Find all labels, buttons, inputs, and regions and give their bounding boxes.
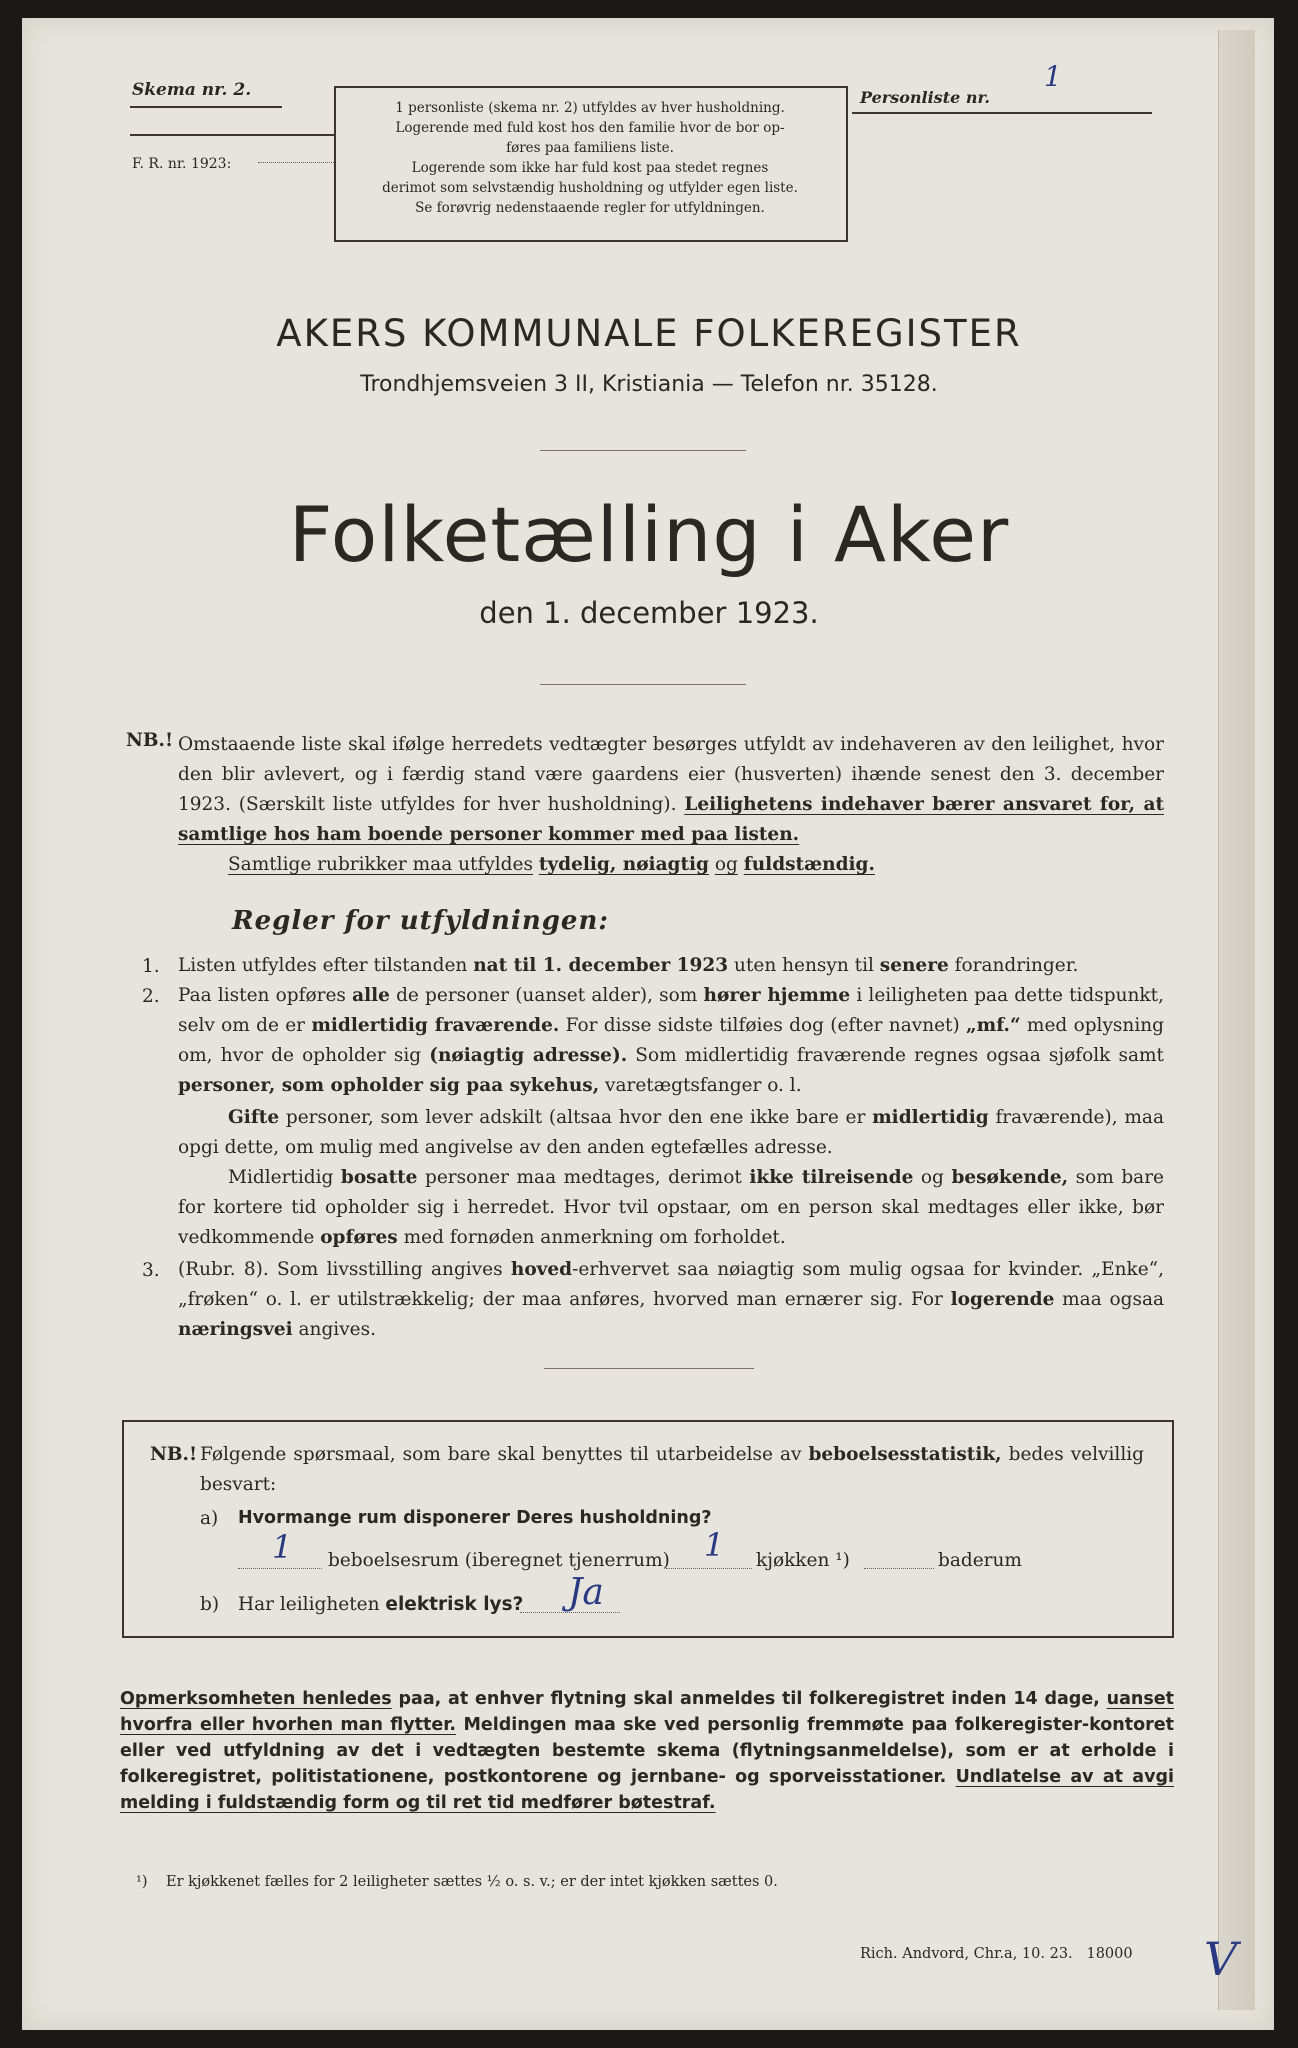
notice-text: paa, at enhver flytning skal anmeldes til folkeregistret inden 14 dage, xyxy=(391,1689,1107,1709)
housing-intro-bold: beboelsesstatistik, xyxy=(808,1444,1002,1465)
instruction-line: Logerende med fuld kost hos den familie hvor de bor op- xyxy=(395,120,785,136)
rule-number: 1. xyxy=(142,956,160,977)
kitchen-label: kjøkken ¹) xyxy=(756,1550,850,1571)
skema-label: Skema nr. 2. xyxy=(132,80,252,100)
rule-text: For disse sidste tilføies dog (efter navnet) xyxy=(559,1015,967,1036)
nb-line2 xyxy=(228,850,1128,880)
kitchen-field[interactable] xyxy=(666,1568,752,1569)
rule-1 xyxy=(178,951,1164,981)
personliste-label: Personliste nr. xyxy=(860,88,990,107)
footnote-mark: ¹) xyxy=(136,1874,148,1890)
rule-text-bold: alle xyxy=(352,985,390,1006)
census-date: den 1. december 1923. xyxy=(479,596,819,630)
nb-text: Omstaaende liste skal ifølge herredets vedtægter besørges utfyldt av indehaveren av den leilighet, hvor den blir avlevert, og i færdig stand være gaardens eier (husverten) ihænde senest den 3. december 1923. (Særskilt liste utfyldes for hver husholdning). xyxy=(178,734,1164,815)
org-title: AKERS KOMMUNALE FOLKEREGISTER xyxy=(276,312,1022,355)
question-b-bold: elektrisk lys? xyxy=(385,1594,524,1615)
nb-line2-bold: tydelig, nøiagtig xyxy=(538,854,709,875)
notice-underlined: Opmerksomheten henledes xyxy=(120,1689,392,1709)
question-b xyxy=(238,1594,523,1615)
rule-text-bold: næringsvei xyxy=(178,1319,293,1340)
nb-line2-text: og xyxy=(714,854,738,875)
rule-text: og xyxy=(913,1167,952,1188)
divider xyxy=(540,450,746,451)
housing-intro-text: Følgende spørsmaal, som bare skal benyttes til utarbeidelse av xyxy=(200,1444,809,1465)
notice-underlined: Undlatelse av at avgi melding i fuldstændig form og til ret tid medfører bøtestraf. xyxy=(120,1767,1174,1813)
rule-2c xyxy=(178,1163,1164,1253)
nb-label: NB.! xyxy=(126,730,174,751)
nb-line2-text: Samtlige rubrikker maa utfyldes xyxy=(228,854,533,875)
rule-text-bold: personer, som opholder sig paa sykehus, xyxy=(178,1075,600,1096)
rule-text-bold: midlertidig fraværende. xyxy=(311,1015,560,1036)
rules-heading: Regler for utfyldningen: xyxy=(232,906,609,936)
check-mark: V xyxy=(1204,1932,1238,1986)
instruction-line: derimot som selvstændig husholdning og utfylder egen liste. xyxy=(382,180,798,196)
bath-label: baderum xyxy=(938,1550,1022,1571)
rule-text-bold: logerende xyxy=(950,1289,1055,1310)
housing-intro-text: bedes velvillig besvart: xyxy=(200,1444,1144,1495)
rule-text: personer maa medtages, derimot xyxy=(417,1167,750,1188)
nb-line2-bold: fuldstændig. xyxy=(743,854,875,875)
rule-text: forandringer. xyxy=(948,955,1079,976)
rule-text-bold: (nøiagtig adresse). xyxy=(429,1045,628,1066)
rule-text: maa ogsaa xyxy=(1054,1289,1165,1310)
rule-text: angives. xyxy=(292,1319,376,1340)
kitchen-value: 1 xyxy=(704,1526,725,1564)
rule-text-bold: senere xyxy=(879,955,949,976)
rule-number: 3. xyxy=(142,1260,160,1281)
rule-text-bold: hoved xyxy=(510,1259,573,1280)
rule-text-bold: opføres xyxy=(320,1227,398,1248)
rule-text-bold: midlertidig xyxy=(872,1107,989,1128)
nb-paragraph xyxy=(178,730,1164,850)
question-b-label: b) xyxy=(200,1594,220,1615)
footnote-text: Er kjøkkenet fælles for 2 leiligheter sættes ½ o. s. v.; er der intet kjøkken sættes 0. xyxy=(166,1874,778,1890)
rule-text: i leiligheten paa dette tidspunkt, selv om de er xyxy=(178,985,1164,1036)
instruction-line: 1 personliste (skema nr. 2) utfyldes av hver husholdning. xyxy=(395,100,785,116)
rule-text: Listen utfyldes efter tilstanden xyxy=(178,955,474,976)
fr-label: F. R. nr. 1923: xyxy=(132,156,232,172)
divider xyxy=(540,684,746,685)
rule-text: fraværende), maa opgi dette, om mulig med angivelse av den anden egtefælles adresse. xyxy=(178,1107,1164,1158)
question-a-label: a) xyxy=(200,1508,219,1529)
org-address: Trondhjemsveien 3 II, Kristiania — Telefon nr. 35128. xyxy=(360,372,938,397)
rule-2 xyxy=(178,981,1164,1101)
instruction-line: Logerende som ikke har fuld kost paa stedet regnes xyxy=(411,160,769,176)
question-a: Hvormange rum disponerer Deres husholdning? xyxy=(238,1508,712,1528)
printer-imprint: Rich. Andvord, Chr.a, 10. 23. 18000 xyxy=(860,1946,1133,1962)
housing-intro xyxy=(200,1440,1144,1500)
rule-text: uten hensyn til xyxy=(728,955,880,976)
rule-text-bold: bosatte xyxy=(340,1167,418,1188)
header-rule-left xyxy=(130,134,336,136)
nb-label: NB.! xyxy=(150,1444,198,1465)
rooms-value: 1 xyxy=(272,1528,293,1566)
rule-text-bold: „mf.“ xyxy=(966,1015,1021,1036)
rule-text: -erhvervet saa nøiagtig som mulig ogsaa for kvinder. „Enke“, „frøken“ o. l. er utilstrækkelig; der maa anføres, hvorved man ernærer sig. For xyxy=(178,1259,1164,1310)
notice-text: Meldingen maa ske ved personlig fremmøte paa folkeregister-kontoret eller ved utfyldning av det i vedtægten bestemte skema (flytningsanmeldelse), som er at erholde i folkeregistret, politistationene, postkontorene og jernbane- og sporveisstationer. xyxy=(120,1715,1174,1787)
rule-text-bold: Gifte xyxy=(228,1107,280,1128)
instruction-line: Se forøvrig nedenstaaende regler for utfyldningen. xyxy=(415,200,765,216)
nb-text-emphasis: Leilighetens indehaver bærer ansvaret for, at samtlige hos ham boende personer kommer med paa listen. xyxy=(178,794,1164,845)
rule-text-bold: ikke tilreisende xyxy=(749,1167,914,1188)
rooms-label: beboelsesrum (iberegnet tjenerrum) xyxy=(328,1550,670,1571)
instruction-line: føres paa familiens liste. xyxy=(506,140,674,156)
main-title: Folketælling i Aker xyxy=(288,490,1010,579)
rule-3 xyxy=(178,1255,1164,1345)
rule-text: Midlertidig xyxy=(228,1167,341,1188)
rule-text: (Rubr. 8). Som livsstilling angives xyxy=(178,1259,511,1280)
rule-text: med oplysning om, hvor de opholder sig xyxy=(178,1015,1165,1066)
bath-field[interactable] xyxy=(864,1568,934,1569)
fr-field[interactable] xyxy=(258,162,334,163)
rule-text-bold: nat til 1. december 1923 xyxy=(473,955,729,976)
rule-number: 2. xyxy=(142,986,160,1007)
electric-light-value: Ja xyxy=(568,1572,604,1613)
rule-text: som bare for kortere tid opholder sig i herredet. Hvor tvil opstaar, om en person skal medtages eller ikke, bør vedkommende xyxy=(178,1167,1165,1248)
moving-notice xyxy=(120,1686,1174,1816)
notice-underlined: uanset hvorfra eller hvorhen man flytter. xyxy=(120,1689,1174,1735)
skema-underline xyxy=(130,106,282,108)
personliste-underline xyxy=(852,112,1152,114)
rule-2b xyxy=(178,1103,1164,1163)
divider xyxy=(544,1368,754,1369)
rule-text-bold: besøkende, xyxy=(951,1167,1069,1188)
rooms-field[interactable] xyxy=(238,1568,322,1569)
rule-text: de personer (uanset alder), som xyxy=(389,985,704,1006)
rule-text: med fornøden anmerkning om forholdet. xyxy=(397,1227,786,1248)
rule-text: Som midlertidig fraværende regnes ogsaa sjøfolk samt xyxy=(627,1045,1164,1066)
rule-text: Paa listen opføres xyxy=(178,985,353,1006)
rule-text: personer, som lever adskilt (altsaa hvor den ene ikke bare er xyxy=(279,1107,873,1128)
instruction-text xyxy=(340,98,840,218)
rule-text: varetægtsfanger o. l. xyxy=(599,1075,802,1096)
question-b-text: Har leiligheten xyxy=(238,1594,386,1615)
personliste-value: 1 xyxy=(1044,60,1062,93)
rule-text-bold: hører hjemme xyxy=(703,985,851,1006)
